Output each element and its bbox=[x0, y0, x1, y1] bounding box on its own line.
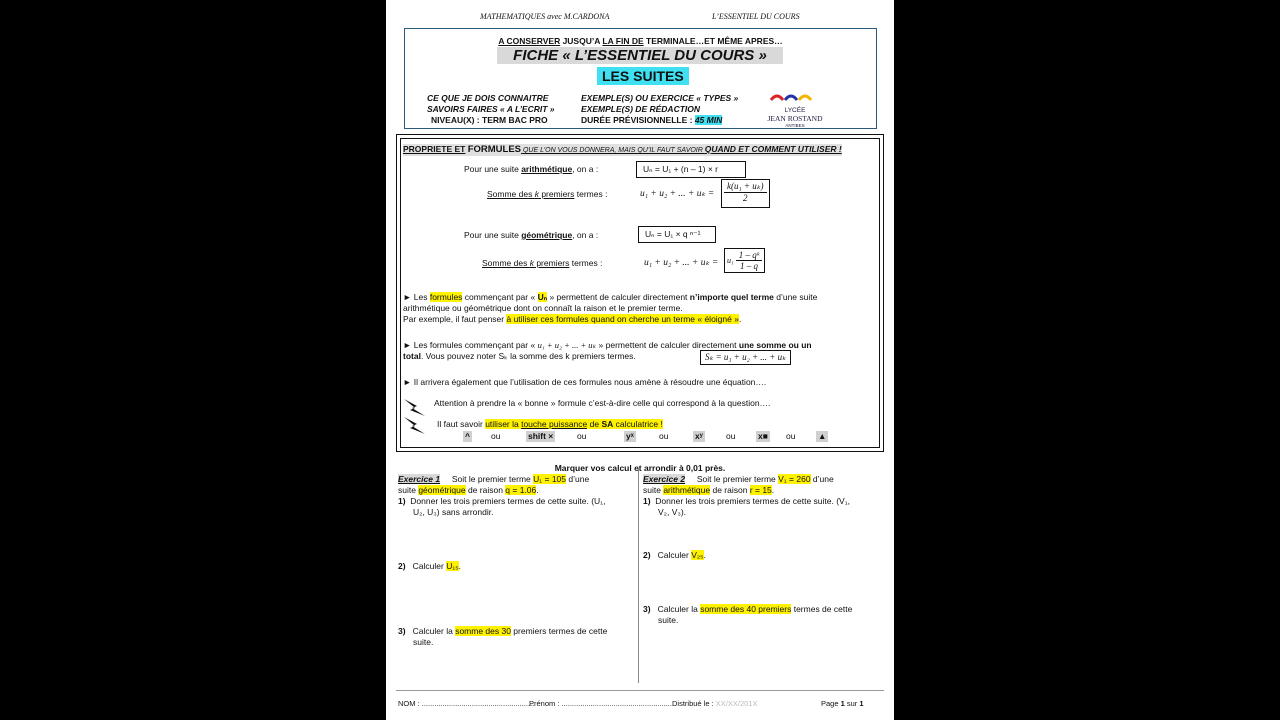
arith-sum-label: Somme des k premiers termes : bbox=[487, 189, 608, 199]
warning-good-formula: Attention à prendre la « bonne » formule c’est-à-dire celle qui correspond à la question…. bbox=[434, 398, 771, 408]
logo-line2: JEAN ROSTAND bbox=[767, 114, 823, 123]
exercise-1-question-2: 2) Calculer U₁₅. bbox=[398, 561, 462, 571]
lightning-icon bbox=[401, 397, 427, 440]
sum-notation-box: Sₖ = u₁ + u₂ + ... + uₖ bbox=[700, 350, 791, 365]
or-1: ou bbox=[491, 431, 501, 441]
col2-line1: EXEMPLE(S) OU EXERCICE « TYPES » bbox=[581, 93, 739, 103]
para-equation: ► Il arrivera également que l’utilisation de ces formules nous amène à résoudre une équation…. bbox=[403, 377, 767, 387]
header-left: MATHEMATIQUES avec M.CARDONA bbox=[480, 12, 610, 21]
arith-sum-numerator: k(u₁ + uₖ) bbox=[724, 181, 767, 193]
exercise-1-intro: Exercice 1 Soit le premier terme U₁ = 105 d’une suite géométrique de raison q = 1.06. bbox=[398, 474, 590, 495]
logo-line1: LYCÉE bbox=[784, 107, 806, 114]
or-4: ou bbox=[726, 431, 736, 441]
subject-title: LES SUITES bbox=[597, 67, 689, 85]
exercise-1-question-1: 1) Donner les trois premiers termes de cette suite. (U₁, U₂, U₃) sans arrondir. bbox=[398, 496, 606, 517]
arith-label: Pour une suite arithmétique, on a : bbox=[464, 164, 599, 174]
geo-sum-fraction bbox=[724, 248, 765, 273]
key-shift-times: shift × bbox=[528, 431, 554, 441]
logo-arcs-icon bbox=[767, 90, 823, 102]
footer-distributed: Distribué le : XX/XX/201X bbox=[672, 699, 758, 708]
formulas-box bbox=[396, 134, 884, 452]
col1-line3: NIVEAU(X) : TERM BAC PRO bbox=[431, 115, 548, 125]
or-2: ou bbox=[577, 431, 587, 441]
geo-sum-left: u₁ + u₂ + ... + uₖ = bbox=[644, 258, 719, 268]
geo-sum-denominator: 1 – q bbox=[740, 261, 759, 271]
col1-line1: CE QUE JE DOIS CONNAITRE bbox=[427, 93, 549, 103]
exercise-1-question-3: 3) Calculer la somme des 30 premiers termes de cette suite. bbox=[398, 626, 608, 647]
geo-label: Pour une suite géométrique, on a : bbox=[464, 230, 599, 240]
col1-line2: SAVOIRS FAIRES « A L’ECRIT » bbox=[427, 104, 555, 114]
keep-notice: A CONSERVER JUSQU’A LA FIN DE TERMINALE…ET MÊME APRES… bbox=[498, 36, 783, 46]
para-un-formulas: ► Les formules commençant par « Uₙ » permettent de calculer directement n’importe quel terme d’une suite arithmétique ou géométrique dont on connaît la raison et le premier terme. Par exemple, il faut penser à utiliser ces formules quand on cherche un terme « éloigné ». bbox=[403, 292, 818, 324]
header-right: L’ESSENTIEL DU COURS bbox=[712, 12, 800, 21]
or-3: ou bbox=[659, 431, 669, 441]
key-y-power-x: yˣ bbox=[626, 431, 634, 441]
key-x-power-y: xʸ bbox=[695, 431, 703, 441]
exercise-divider bbox=[638, 468, 639, 683]
col2-line2: EXEMPLE(S) DE RÉDACTION bbox=[581, 104, 701, 114]
footer-page-number: Page 1 sur 1 bbox=[821, 699, 864, 708]
geo-sum-prefix: u₁ bbox=[727, 256, 734, 265]
school-logo bbox=[767, 89, 823, 128]
formulas-heading: PROPRIETE ET FORMULES QUE L’ON VOUS DONNERA, MAIS QU’IL FAUT SAVOIR QUAND ET COMMENT UTILISER ! bbox=[403, 144, 842, 155]
footer-firstname: Prénom : ...................................................... bbox=[529, 699, 675, 708]
or-5: ou bbox=[786, 431, 796, 441]
title-box bbox=[404, 28, 877, 129]
logo-line3: ANTIBES bbox=[785, 123, 805, 128]
sheet-title: FICHE « L’ESSENTIEL DU COURS » bbox=[497, 47, 783, 64]
exercise-2-intro: Exercice 2 Soit le premier terme V₁ = 260 d’une suite arithmétique de raison r = 15. bbox=[643, 474, 834, 495]
para-sum-formulas: ► Les formules commençant par « u₁ + u₂ + ... + uₖ » permettent de calculer directement une somme ou un total. Vous pouvez noter Sₖ la somme des k premiers termes. bbox=[403, 340, 812, 361]
geo-formula: Uₙ = U₁ × q ⁿ⁻¹ bbox=[638, 226, 716, 243]
arith-formula: Uₙ = U₁ + (n – 1) × r bbox=[636, 161, 746, 178]
geo-sum-label: Somme des k premiers termes : bbox=[482, 258, 603, 268]
exercise-2-question-2: 2) Calculer V₂₅. bbox=[643, 550, 706, 560]
arith-sum-fraction bbox=[721, 179, 770, 208]
exercise-2-question-1: 1) Donner les trois premiers termes de cette suite. (V₁, V₂, V₃). bbox=[643, 496, 850, 517]
warning-calculator: Il faut savoir utiliser la touche puissance de SA calculatrice ! bbox=[437, 419, 663, 429]
footer-name: NOM : ...................................................... bbox=[398, 699, 535, 708]
exercise-instruction: Marquer vos calcul et arrondir à 0,01 près. bbox=[554, 463, 726, 473]
arith-sum-left: u₁ + u₂ + ... + uₖ = bbox=[640, 189, 715, 199]
document-page bbox=[386, 0, 894, 720]
footer-rule bbox=[396, 690, 884, 691]
exercise-2-question-3: 3) Calculer la somme des 40 premiers termes de cette suite. bbox=[643, 604, 853, 625]
geo-sum-numerator: 1 – qᵏ bbox=[736, 250, 763, 261]
key-x-square: x■ bbox=[758, 431, 768, 441]
arith-sum-denominator: 2 bbox=[743, 193, 748, 203]
key-triangle: ▲ bbox=[818, 431, 827, 441]
key-caret: ^ bbox=[465, 431, 470, 441]
duration-badge: 45 MIN bbox=[694, 115, 723, 125]
col2-line3: DURÉE PRÉVISIONNELLE : 45 MIN bbox=[581, 115, 723, 125]
